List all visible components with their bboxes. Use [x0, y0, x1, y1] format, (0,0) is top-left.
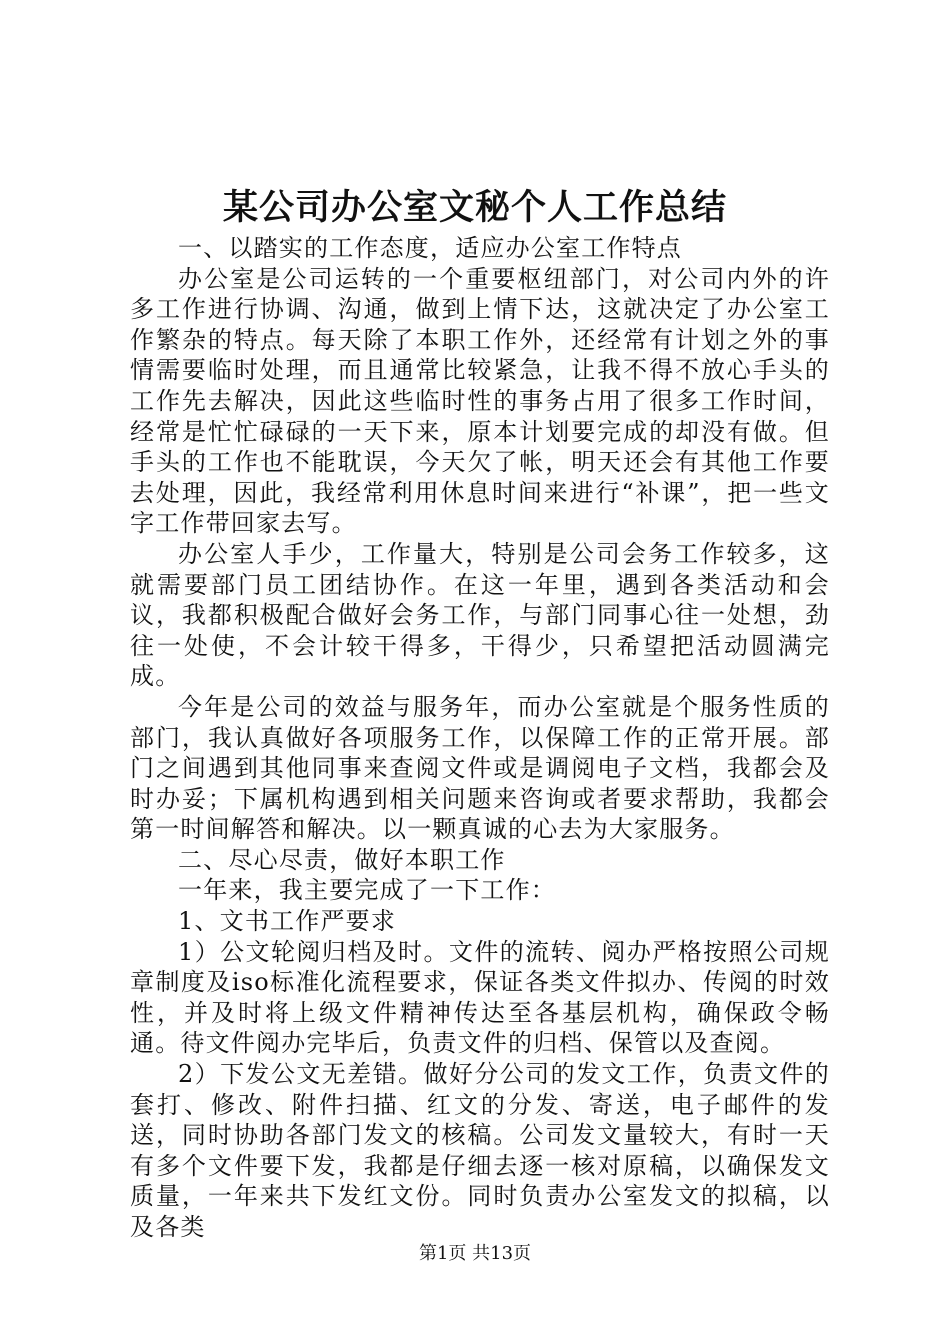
section-heading: 二、尽心尽责，做好本职工作 — [178, 845, 506, 874]
body-paragraph: 办公室人手少，工作量大，特别是公司会务工作较多，这就需要部门员工团结协作。在这一年里，遇到各类活动和会议，我都积极配合做好会务工作，与部门同事心往一处想，劲往一处使，不会计较干得多，干得少，只希望把活动圆满完成。 — [130, 539, 830, 691]
body-paragraph: 一年来，我主要完成了一下工作： — [178, 876, 556, 905]
section-heading: 一、以踏实的工作态度，适应办公室工作特点 — [178, 234, 682, 262]
document-body — [130, 233, 830, 1243]
body-paragraph: 办公室是公司运转的一个重要枢纽部门，对公司内外的许多工作进行协调、沟通，做到上情下达，这就决定了办公室工作繁杂的特点。每天除了本职工作外，还经常有计划之外的事情需要临时处理，而且通常比较紧急，让我不得不放心手头的工作先去解决，因此这些临时性的事务占用了很多工作时间，经常是忙忙碌碌的一天下来，原本计划要完成的却没有做。但手头的工作也不能耽误，今天欠了帐，明天还会有其他工作要去处理，因此，我经常利用休息时间来进行“补课”，把一些文字工作带回家去写。 — [130, 264, 830, 538]
body-paragraph: 1）公文轮阅归档及时。文件的流转、阅办严格按照公司规章制度及iso标准化流程要求，保证各类文件拟办、传阅的时效性，并及时将上级文件精神传达至各基层机构，确保政令畅通。待文件阅办完毕后，负责文件的归档、保管以及查阅。 — [130, 937, 830, 1058]
document-title: 某公司办公室文秘个人工作总结 — [222, 187, 727, 228]
page-number-footer: 第1页 共13页 — [418, 1243, 532, 1264]
body-paragraph: 2）下发公文无差错。做好分公司的发文工作，负责文件的套打、修改、附件扫描、红文的分发、寄送，电子邮件的发送，同时协助各部门发文的核稿。公司发文量较大，有时一天有多个文件要下发，我都是仔细去逐一核对原稿，以确保发文质量，一年来共下发红文份。同时负责办公室发文的拟稿，以及各类 — [130, 1060, 830, 1241]
subsection-heading: 1、文书工作严要求 — [178, 907, 397, 936]
body-paragraph: 今年是公司的效益与服务年，而办公室就是个服务性质的部门，我认真做好各项服务工作，以保障工作的正常开展。部门之间遇到其他同事来查阅文件或是调阅电子文档，我都会及时办妥；下属机构遇到相关问题来咨询或者要求帮助，我都会第一时间解答和解决。以一颗真诚的心去为大家服务。 — [130, 692, 830, 844]
